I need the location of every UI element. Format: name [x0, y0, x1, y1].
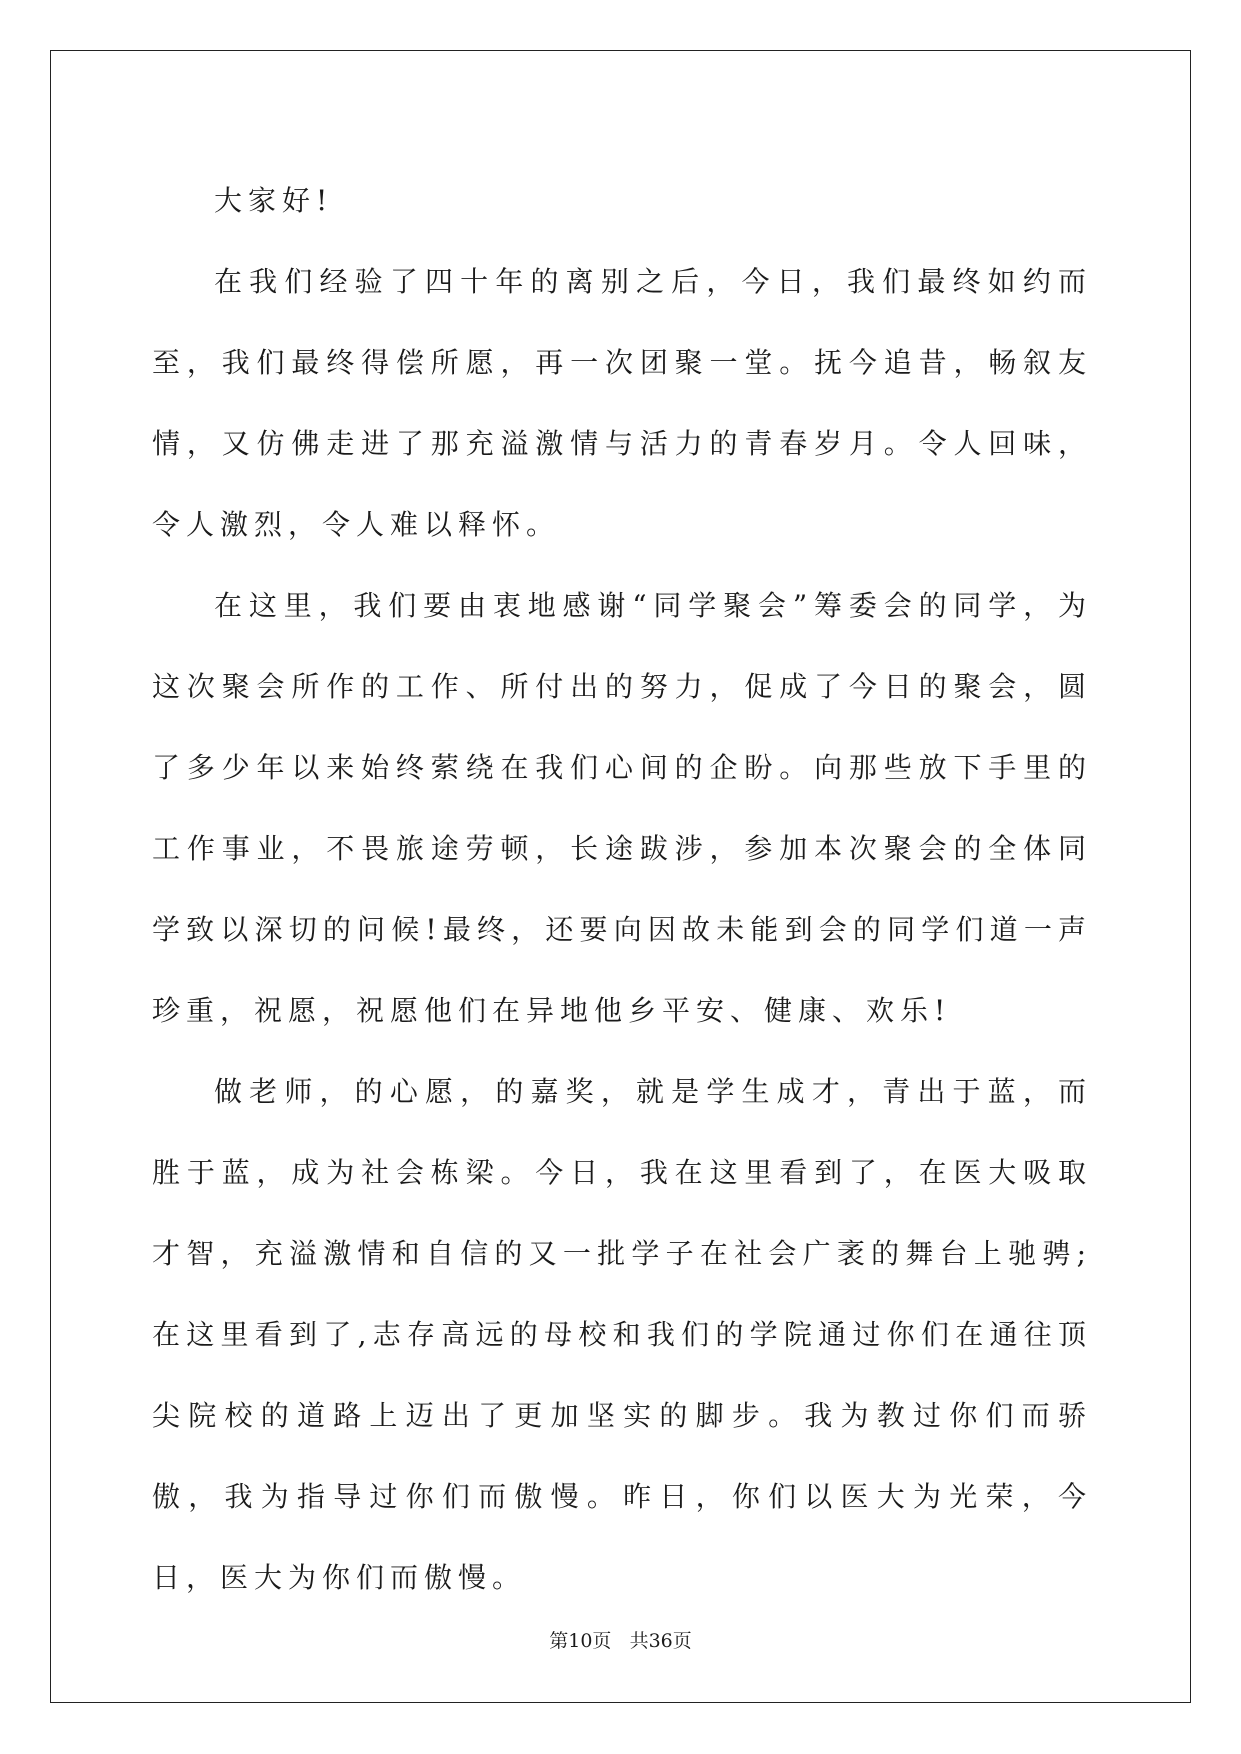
paragraph-1: 在我们经验了四十年的离别之后，今日，我们最终如约而至，我们最终得偿所愿，再一次团聚一堂。抚今追昔，畅叙友情，又仿佛走进了那充溢激情与活力的青春岁月。令人回味，令人激烈，令人难以释怀。 [152, 265, 1092, 541]
paragraph-2: 在这里，我们要由衷地感谢“同学聚会”筹委会的同学，为这次聚会所作的工作、所付出的努力，促成了今日的聚会，圆了多少年以来始终萦绕在我们心间的企盼。向那些放下手里的工作事业，不畏旅途劳顿，长途跋涉，参加本次聚会的全体同学致以深切的问候!最终，还要向因故未能到会的同学们道一声珍重，祝愿，祝愿他们在异地他乡平安、健康、欢乐! [152, 589, 1092, 1027]
document-body [152, 160, 1092, 1618]
greeting: 大家好! [214, 184, 334, 217]
page-total: 共36页 [629, 1630, 692, 1652]
paragraph-3: 做老师，的心愿，的嘉奖，就是学生成才，青出于蓝，而胜于蓝，成为社会栋梁。今日，我在这里看到了，在医大吸取才智，充溢激情和自信的又一批学子在社会广袤的舞台上驰骋;在这里看到了,志存高远的母校和我们的学院通过你们在通往顶尖院校的道路上迈出了更加坚实的脚步。我为教过你们而骄傲，我为指导过你们而傲慢。昨日，你们以医大为光荣，今日，医大为你们而傲慢。 [152, 1075, 1092, 1594]
page-footer [0, 1626, 1241, 1653]
page-number: 第10页 [549, 1630, 612, 1652]
